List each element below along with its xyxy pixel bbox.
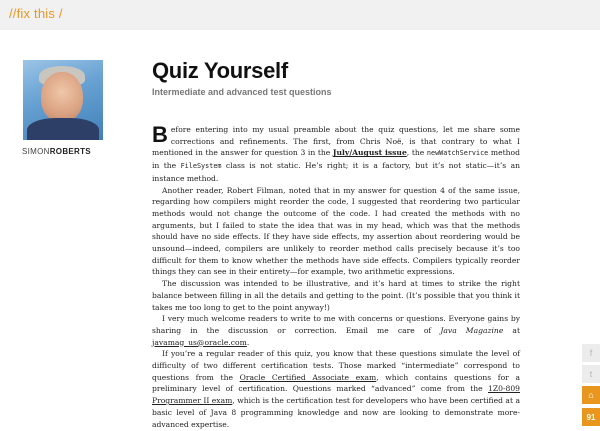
author-first-name: SIMON	[22, 147, 50, 156]
email-link[interactable]: javamag_us@oracle.com	[152, 337, 247, 347]
paragraph-3: The discussion was intended to be illustrative, and it’s hard at times to strike the right balance between filling in all the details and getting to the point. (It’s possible that you think it takes me too long to get to the point anyway!)	[152, 279, 520, 312]
top-bar	[0, 0, 600, 30]
twitter-share-button[interactable]	[582, 365, 600, 383]
author-last-name: ROBERTS	[49, 147, 91, 156]
paragraph-4	[152, 313, 520, 348]
paragraph-1	[152, 124, 520, 185]
paragraph-5-text-a: If you’re a regular reader of this quiz, you know that these questions simulate the level of difficulty of two different certification tests. Those marked “intermediate” correspond to questions from the	[152, 349, 520, 382]
paragraph-1-text-a: efore entering into my usual preamble about the quiz questions, let me share some corrections and refinements. The first, from Chris Noë, is that contrary to what I mentioned in the answer for question 3 in the	[152, 125, 520, 158]
java-magazine-name: Java Magazine	[440, 325, 504, 335]
paragraph-4-text-c: .	[246, 337, 250, 347]
twitter-icon: t	[589, 369, 593, 379]
article-body	[152, 124, 520, 430]
paragraph-4-text-b: at	[503, 325, 520, 335]
tag-button[interactable]	[582, 386, 600, 404]
code-newwatchservice: newWatchService	[426, 149, 489, 158]
facebook-icon: f	[589, 348, 593, 358]
paragraph-1-text-d: class is not static. He’s right; it is a factory, but it’s not static—it’s an instance method.	[152, 161, 521, 183]
july-august-issue-link[interactable]: July/August issue	[332, 148, 407, 158]
paragraph-2: Another reader, Robert Filman, noted that in my answer for question 4 of the same issue, regarding how compilers might reorder the code, I suggested that reordering two particular methods would not change the outcome of the code. I had created the methods with no arguments, but I failed to state the idea that was in my head, which was that the methods should have no side effects. If they have side effects, my assertion about reordering would be unsound—indeed, compilers are unlikely to reorder method calls precisely because it’s too difficult for them to know whether the methods have side effects. Compilers typically reorder things they can see in their entirety—for example, two arithmetic expressions.	[152, 185, 520, 277]
oca-exam-link[interactable]: Oracle Certified Associate exam	[239, 372, 377, 382]
facebook-share-button[interactable]	[582, 344, 600, 362]
author-photo	[23, 60, 103, 140]
page-number: 91	[582, 408, 600, 426]
tag-icon: ⌂	[588, 390, 594, 400]
author-photo-face	[41, 72, 83, 122]
paragraph-5	[152, 348, 520, 430]
author-name	[22, 147, 91, 156]
article-title: Quiz Yourself	[152, 58, 288, 83]
paragraph-5-text-b: , which contains questions for a preliminary level of certification. Questions marked “advanced” come from the	[152, 372, 521, 394]
paragraph-1-text-c: method in the	[152, 148, 520, 171]
article-subtitle: Intermediate and advanced test questions	[152, 87, 332, 97]
code-filesystem: FileSystem	[180, 162, 222, 171]
drop-cap: B	[152, 122, 168, 147]
author-photo-shirt	[27, 118, 99, 140]
paragraph-1-text-b: , the	[406, 148, 427, 158]
programmer-ii-exam-link[interactable]: 1Z0-809 Programmer II exam	[152, 384, 520, 406]
paragraph-5-text-c: , which is the certification test for developers who have been certified at a basic level of Java 8 programming knowledge and now are looking to demonstrate more-advanced expertise.	[152, 396, 521, 429]
section-tag: //fix this /	[9, 6, 63, 21]
paragraph-4-text-a: I very much welcome readers to write to me with concerns or questions. Everyone gains by sharing in the discussion or correction. Email me care of	[152, 314, 520, 335]
